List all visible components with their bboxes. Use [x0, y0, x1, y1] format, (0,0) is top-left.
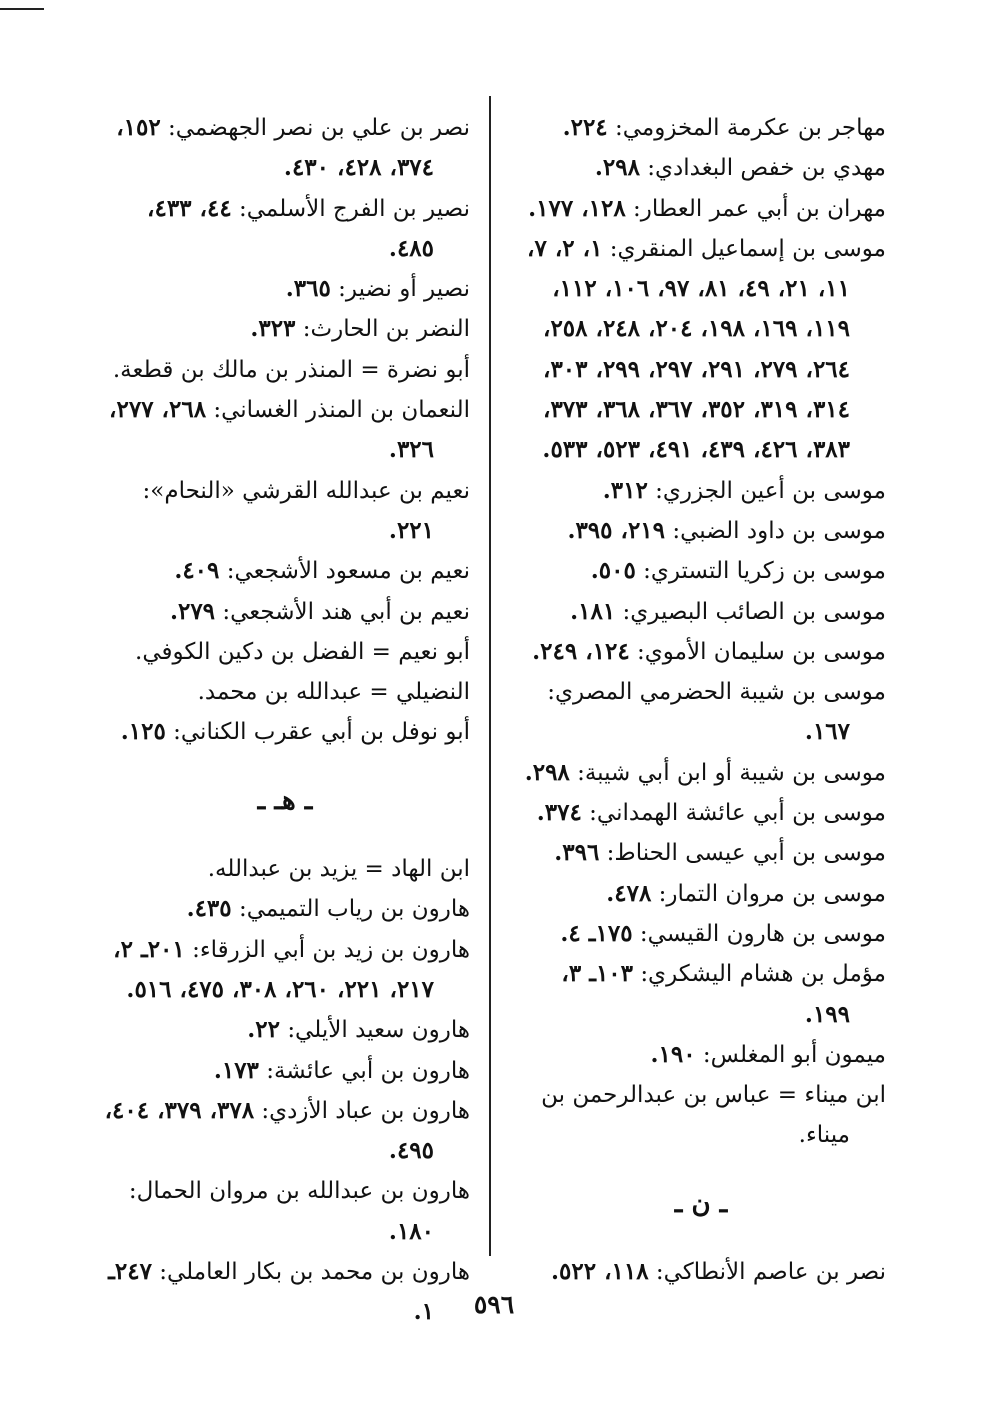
entry-name: النضر بن الحارث:: [302, 316, 470, 343]
index-entry: [100, 930, 470, 1011]
index-entry: [100, 592, 470, 632]
entry-page-refs: ٥٠٥.: [590, 557, 636, 585]
entry-name: أبو نوفل بن أبي عقرب الكناني:: [173, 719, 470, 746]
index-entry: [100, 108, 470, 189]
entry-name: ابن ميناء = عباس بن عبدالرحمن بن ميناء.: [541, 1082, 886, 1149]
index-entry: [100, 1171, 470, 1252]
entry-page-refs: ١٢٨، ١٧٧.: [528, 194, 626, 222]
entry-page-refs: ١٢٤، ٢٤٩.: [532, 637, 630, 665]
left-column: [100, 108, 470, 1333]
index-entry: [516, 592, 886, 632]
entry-name: موسى بن أبي عيسى الحناط:: [606, 840, 886, 867]
entry-name: نعيم بن أبي هند الأشجعي:: [222, 598, 470, 625]
column-divider: [489, 96, 491, 1256]
entry-name: مهاجر بن عكرمة المخزومي:: [614, 115, 886, 141]
index-entry: [516, 954, 886, 1035]
entry-name: نصير أو نضير:: [338, 276, 470, 303]
entry-page-refs: ١٥٢، ٣٧٤، ٤٢٨، ٤٣٠.: [116, 114, 434, 182]
entry-name: موسى بن زكريا التستري:: [643, 558, 886, 585]
index-entry: [516, 1075, 886, 1156]
entry-name: ابن الهاد = يزيد بن عبدالله.: [207, 856, 470, 883]
index-entry: [100, 849, 470, 889]
entry-name: موسى بن داود الضبي:: [672, 517, 886, 544]
entry-name: نعيم بن مسعود الأشجعي:: [226, 558, 470, 585]
entry-name: مؤمل بن هشام اليشكري:: [640, 961, 886, 988]
right-column: [516, 108, 886, 1292]
index-entry: [100, 551, 470, 591]
entry-name: هارون بن زيد بن أبي الزرقاء:: [192, 936, 470, 963]
letter-header-ha: ـ هـ ـ: [257, 785, 313, 816]
index-entry: [100, 672, 470, 712]
entry-page-refs: ٢٦٨، ٢٧٧، ٣٢٦.: [109, 396, 434, 464]
entry-name: النضيلي = عبدالله بن محمد.: [197, 679, 470, 706]
entry-page-refs: ٢٧٩.: [169, 597, 216, 625]
index-entry: [100, 269, 470, 309]
top-edge-rule: [0, 8, 44, 10]
index-entry: [100, 889, 470, 929]
index-entry: [516, 632, 886, 672]
entry-page-refs: ٢٩٨.: [594, 154, 640, 182]
index-entry: [516, 874, 886, 914]
entry-name: هارون بن أبي عائشة:: [266, 1057, 470, 1084]
index-entry: [100, 1051, 470, 1091]
entry-name: موسى بن أبي عائشة الهمداني:: [589, 800, 886, 827]
entry-page-refs: ١٨٠.: [388, 1217, 434, 1245]
entries-group-n: [516, 1252, 886, 1292]
entry-page-refs: ١٩٠.: [650, 1040, 696, 1068]
index-entry: [516, 471, 886, 511]
entry-name: أبو نضرة = المنذر بن مالك بن قطعة.: [112, 356, 470, 383]
entry-page-refs: ٤٤، ٤٣٣، ٤٨٥.: [147, 194, 434, 262]
index-entry: [100, 1091, 470, 1172]
entry-name: مهران بن أبي عمر العطار:: [633, 195, 886, 222]
entry-name: نصير بن الفرج الأسلمي:: [239, 195, 470, 222]
entry-page-refs: ٢٢.: [247, 1016, 280, 1044]
index-entry: [100, 1010, 470, 1050]
entry-name: موسى بن أعين الجزري:: [655, 477, 886, 504]
index-entry: [100, 350, 470, 390]
index-entry: [516, 672, 886, 753]
entry-page-refs: ١٧٣.: [213, 1056, 259, 1084]
entry-page-refs: ١٢٥.: [120, 718, 166, 746]
index-entry: [516, 189, 886, 229]
page-number: ٥٩٦: [473, 1290, 515, 1319]
entry-page-refs: ٢٢١.: [388, 516, 434, 544]
entry-page-refs: ١٦٧.: [804, 718, 850, 746]
entry-name: هارون سعيد الأيلي:: [287, 1017, 470, 1044]
entry-page-refs: ٤٧٨.: [606, 879, 652, 907]
index-entry: [516, 1252, 886, 1292]
index-entry: [516, 108, 886, 148]
entry-page-refs: ١، ٢، ٧، ١١، ٢١، ٤٩، ٨١، ٩٧، ١٠٦، ١١٢، ١١٩، ١٦٩، ١٩٨، ٢٠٤، ٢٤٨، ٢٥٨، ٢٦٤، ٢٧٩، ٢٩١، ٢٩٧، ٢٩٩، ٣٠٣، ٣١٤، ٣١٩، ٣٥٢، ٣٦٧، ٣٦٨، ٣٧٣، ٣٨٣، ٤٢٦، ٤٣٩، ٤٩١، ٥٢٣، ٥٣٣.: [527, 234, 850, 464]
index-entry: [516, 753, 886, 793]
entry-name: ميمون أبو المغلس:: [702, 1041, 886, 1068]
index-entry: [516, 551, 886, 591]
entry-page-refs: ٣٦٥.: [285, 275, 331, 303]
index-entry: [516, 1035, 886, 1075]
index-entry: [516, 511, 886, 551]
entry-name: هارون بن عبدالله بن مروان الحمال:: [128, 1178, 470, 1205]
entry-name: نعيم بن عبدالله القرشي «النحام»:: [142, 477, 470, 504]
index-entry: [516, 793, 886, 833]
index-entry: [100, 712, 470, 752]
entry-name: هارون بن عباد الأزدي:: [261, 1097, 470, 1124]
entry-page-refs: ١١٨، ٥٢٢.: [551, 1258, 649, 1286]
entry-name: موسى بن إسماعيل المنقري:: [609, 235, 886, 262]
entry-name: موسى بن سليمان الأموي:: [637, 638, 886, 665]
entry-page-refs: ٢٠١ـ ٢، ٢١٧، ٢٢١، ٢٦٠، ٣٠٨، ٤٧٥، ٥١٦.: [113, 935, 434, 1003]
index-entry: [100, 189, 470, 270]
entries-group-h: [100, 849, 470, 1333]
index-entry: [516, 229, 886, 471]
index-entry: [100, 471, 470, 552]
entry-page-refs: ٢٤٧ـ ١.: [108, 1258, 434, 1326]
entry-page-refs: ٣٩٦.: [554, 839, 600, 867]
entry-name: أبو نعيم = الفضل بن دكين الكوفي.: [135, 638, 470, 665]
entry-name: هارون بن محمد بن بكار العاملي:: [159, 1259, 470, 1286]
entry-page-refs: ٤٠٩.: [174, 557, 220, 585]
index-entry: [100, 390, 470, 471]
entry-page-refs: ٢٢٤.: [562, 114, 608, 141]
entry-page-refs: ٣١٢.: [602, 476, 648, 504]
entry-name: موسى بن هارون القيسي:: [639, 920, 886, 947]
entry-name: موسى بن شيبة الحضرمي المصري:: [547, 679, 886, 706]
index-entry: [516, 914, 886, 954]
entry-page-refs: ١٨١.: [570, 597, 616, 625]
entries-group-n-cont: [100, 108, 470, 753]
entry-name: نصر بن علي بن نصر الجهضمي:: [168, 115, 470, 141]
index-entry: [100, 309, 470, 349]
letter-header-nun: ـ ن ـ: [674, 1188, 728, 1219]
index-entry: [516, 148, 886, 188]
entry-name: النعمان بن المنذر الغساني:: [213, 397, 470, 424]
entry-page-refs: ٢١٩، ٣٩٥.: [567, 516, 666, 544]
entry-page-refs: ٣٧٨، ٣٧٩، ٤٠٤، ٤٩٥.: [104, 1096, 434, 1165]
entry-name: هارون بن رياب التميمي:: [238, 896, 470, 923]
entry-page-refs: ١٠٣ـ ٣، ١٩٩.: [561, 960, 850, 1028]
entry-page-refs: ٣٧٤.: [536, 799, 582, 827]
entry-page-refs: ٤٣٥.: [186, 895, 232, 923]
index-entry: [516, 833, 886, 873]
entry-page-refs: ١٧٥ـ ٤.: [560, 919, 633, 947]
entry-page-refs: ٢٩٨.: [524, 758, 570, 786]
index-entry: [100, 632, 470, 672]
entry-page-refs: ٣٢٣.: [250, 315, 296, 343]
entry-name: موسى بن مروان التمار:: [658, 880, 886, 907]
entries-group-m: [516, 108, 886, 1156]
entry-name: موسى بن الصائب البصيري:: [622, 598, 886, 625]
entry-name: مهدي بن خفص البغدادي:: [647, 155, 886, 182]
entry-name: موسى بن شيبة أو ابن أبي شيبة:: [577, 759, 886, 786]
entry-name: نصر بن عاصم الأنطاكي:: [655, 1259, 886, 1286]
